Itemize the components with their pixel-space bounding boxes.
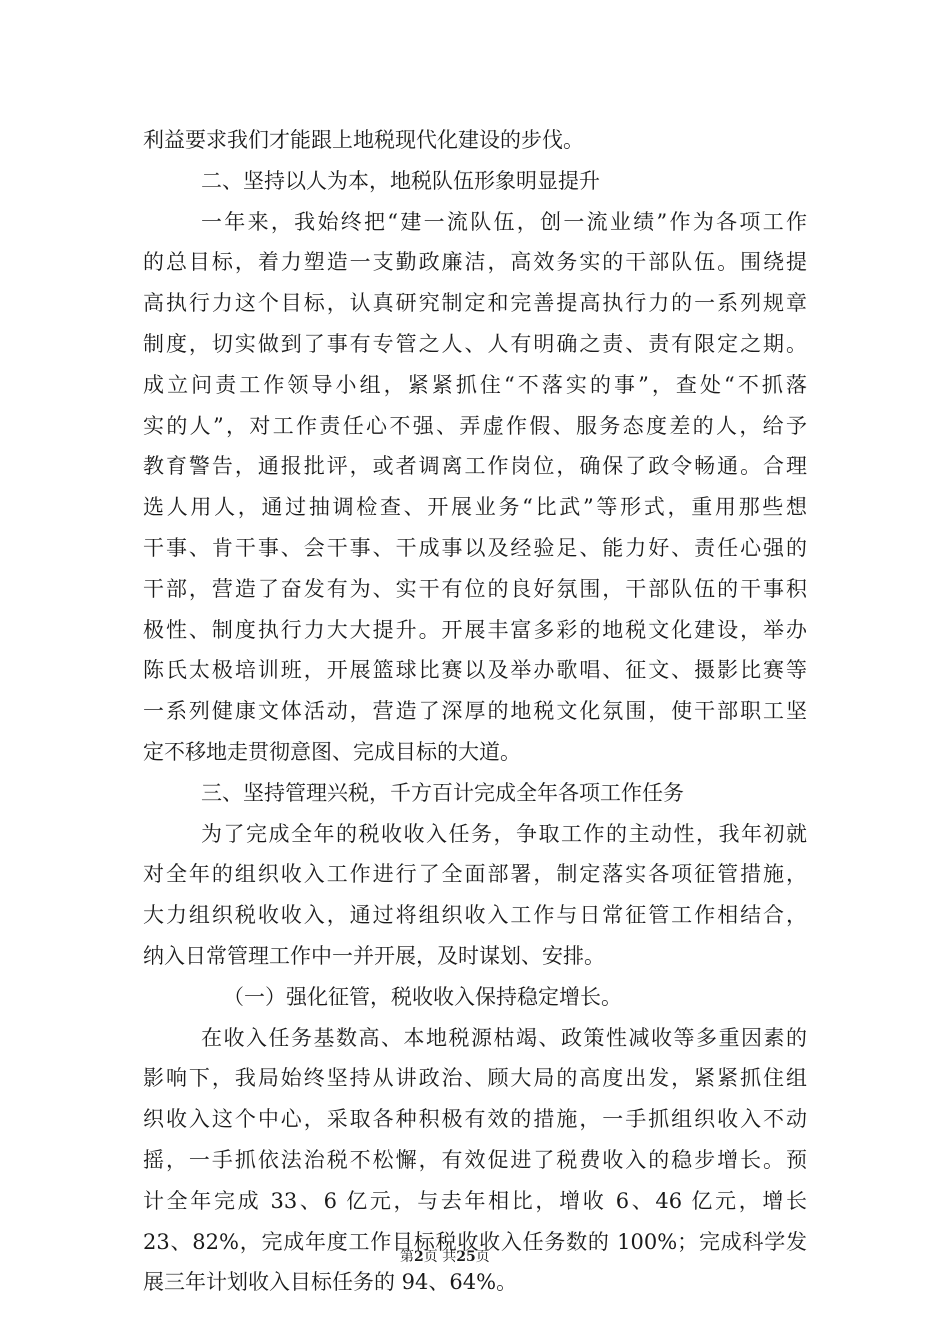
paragraph-line: 摇，一手抓依法治税不松懈，有效促进了税费收入的稳步增长。预: [143, 1147, 807, 1172]
page-number-footer: [0, 1246, 950, 1266]
paragraph-line: 一年来，我始终把“建一流队伍，创一流业绩”作为各项工作: [201, 209, 807, 234]
section-heading: 二、坚持以人为本，地税队伍形象明显提升: [201, 168, 600, 193]
subsection-heading: （一）强化征管，税收收入保持稳定增长。: [223, 984, 622, 1009]
body-text: [143, 120, 807, 1303]
footer-prefix: 第: [400, 1249, 414, 1265]
paragraph-line: 高执行力这个目标，认真研究制定和完善提高执行力的一系列规章: [143, 291, 807, 316]
paragraph-line: 一系列健康文体活动，营造了深厚的地税文化氛围，使干部职工坚: [143, 699, 807, 724]
paragraph-line: 实的人”，对工作责任心不强、弄虚作假、服务态度差的人，给予: [143, 413, 807, 438]
paragraph-line: 影响下，我局始终坚持从讲政治、顾大局的高度出发，紧紧抓住组: [143, 1066, 807, 1091]
current-page-number: 2: [414, 1249, 424, 1265]
paragraph-line: 纳入日常管理工作中一并开展，及时谋划、安排。: [143, 943, 605, 968]
total-page-number: 25: [456, 1249, 476, 1265]
paragraph-line: 大力组织税收收入，通过将组织收入工作与日常征管工作相结合，: [143, 903, 807, 928]
paragraph-line: 成立问责工作领导小组，紧紧抓住“不落实的事”，查处“不抓落: [143, 372, 807, 397]
paragraph-line: 制度，切实做到了事有专管之人、人有明确之责、责有限定之期。: [143, 331, 807, 356]
footer-middle: 页 共: [423, 1249, 457, 1265]
footer-suffix: 页: [475, 1249, 490, 1265]
paragraph-line: 选人用人，通过抽调检查、开展业务“比武”等形式，重用那些想: [143, 495, 807, 520]
paragraph-line: 极性、制度执行力大大提升。开展丰富多彩的地税文化建设，举办: [143, 617, 807, 642]
paragraph-line: 干部，营造了奋发有为、实干有位的良好氛围，干部队伍的干事积: [143, 576, 807, 601]
paragraph-line: 织收入这个中心，采取各种积极有效的措施，一手抓组织收入不动: [143, 1107, 807, 1132]
paragraph-line: 23、82%，完成年度工作目标税收收入任务数的 100%；完成科学发: [143, 1229, 807, 1254]
paragraph-line: 为了完成全年的税收收入任务，争取工作的主动性，我年初就: [201, 821, 807, 846]
paragraph-line: 定不移地走贯彻意图、完成目标的大道。: [143, 739, 521, 764]
paragraph-line: 教育警告，通报批评，或者调离工作岗位，确保了政令畅通。合理: [143, 454, 807, 479]
paragraph-line: 利益要求我们才能跟上地税现代化建设的步伐。: [143, 128, 584, 152]
section-heading: 三、坚持管理兴税，千方百计完成全年各项工作任务: [201, 780, 684, 805]
paragraph-line: 陈氏太极培训班，开展篮球比赛以及举办歌唱、征文、摄影比赛等: [143, 658, 807, 683]
paragraph-line: 干事、肯干事、会干事、干成事以及经验足、能力好、责任心强的: [143, 535, 807, 560]
paragraph-line: 的总目标，着力塑造一支勤政廉洁，高效务实的干部队伍。围绕提: [143, 250, 807, 275]
paragraph-line: 对全年的组织收入工作进行了全面部署，制定落实各项征管措施，: [143, 862, 807, 887]
paragraph-line: 展三年计划收入目标任务的 94、64%。: [143, 1270, 518, 1295]
paragraph-line: 在收入任务基数高、本地税源枯竭、政策性减收等多重因素的: [201, 1025, 807, 1050]
paragraph-line: 计全年完成 33、6 亿元，与去年相比，增收 6、46 亿元，增长: [143, 1188, 807, 1213]
